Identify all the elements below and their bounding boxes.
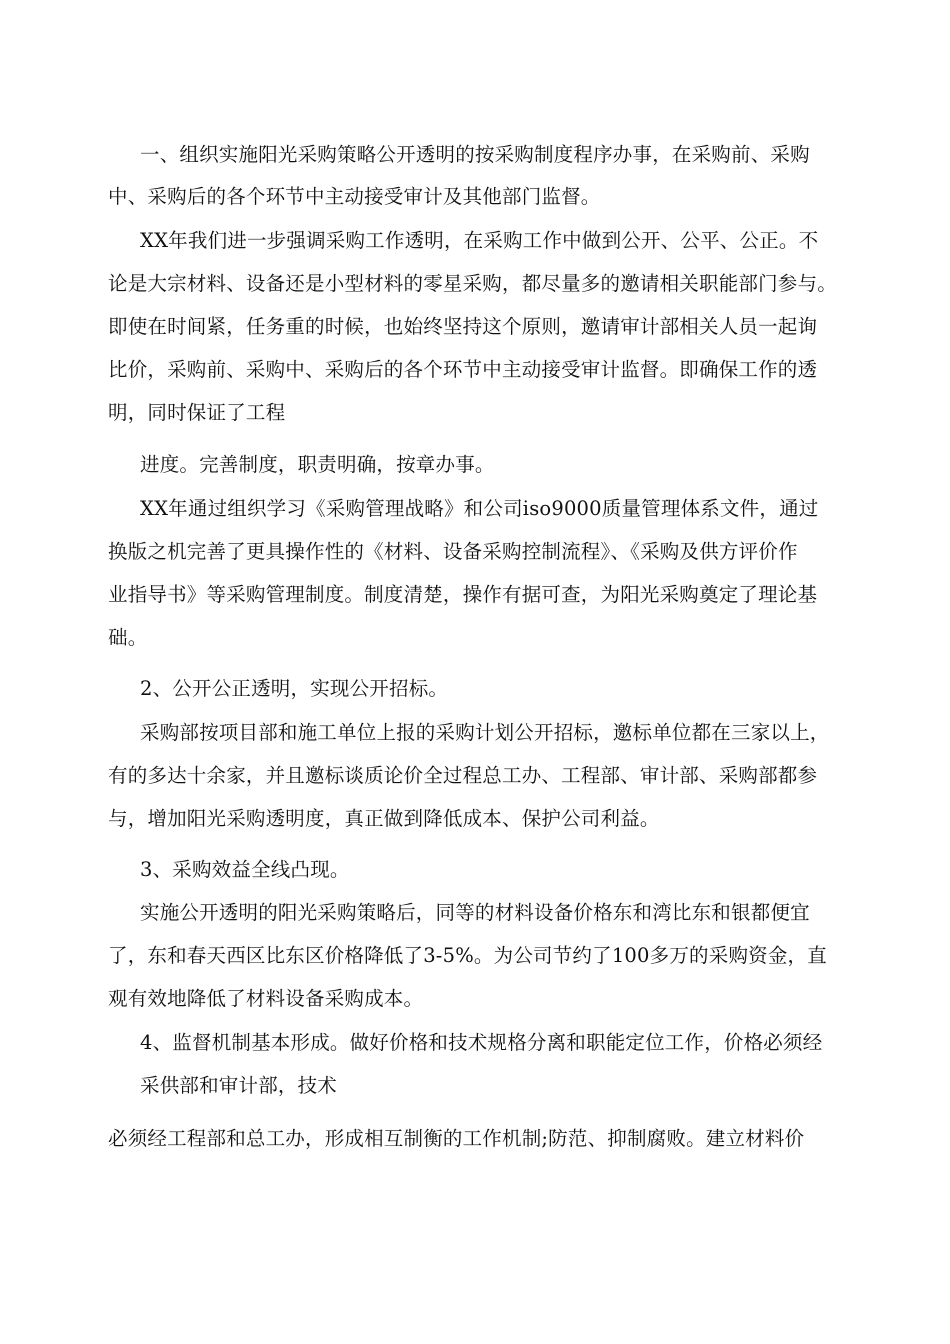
text-line-6: 比价，采购前、采购中、采购后的各个环节中主动接受审计监督。即确保工作的透 — [108, 358, 818, 381]
text-line-23: 必须经工程部和总工办，形成相互制衡的工作机制;防范、抑制腐败。建立材料价 — [108, 1127, 805, 1150]
text-line-1: 一、组织实施阳光采购策略公开透明的按采购制度程序办事，在采购前、采购 — [140, 143, 810, 166]
text-line-14: 采购部按项目部和施工单位上报的采购计划公开招标，邀标单位都在三家以上， — [140, 721, 830, 744]
text-line-21: 4、监督机制基本形成。做好价格和技术规格分离和职能定位工作，价格必须经 — [140, 1031, 823, 1054]
text-line-7: 明，同时保证了工程 — [108, 401, 286, 424]
text-line-2: 中、采购后的各个环节中主动接受审计及其他部门监督。 — [108, 185, 601, 208]
text-line-10: 换版之机完善了更具操作性的《材料、设备采购控制流程》、《采购及供方评价作 — [108, 540, 798, 563]
text-line-9: XX年通过组织学习《采购管理战略》和公司iso9000质量管理体系文件，通过 — [140, 497, 819, 520]
text-line-11: 业指导书》等采购管理制度。制度清楚，操作有据可查，为阳光采购奠定了理论基 — [108, 583, 818, 606]
text-line-20: 观有效地降低了材料设备采购成本。 — [108, 987, 424, 1010]
text-line-12: 础。 — [108, 626, 148, 649]
text-line-3: XX年我们进一步强调采购工作透明，在采购工作中做到公开、公平、公正。不 — [140, 229, 819, 252]
text-line-13: 2、公开公正透明，实现公开招标。 — [140, 677, 449, 700]
text-line-17: 3、采购效益全线凸现。 — [140, 858, 350, 881]
text-line-18: 实施公开透明的阳光采购策略后，同等的材料设备价格东和湾比东和银都便宜 — [140, 901, 810, 924]
text-line-15: 有的多达十余家，并且邀标谈质论价全过程总工办、工程部、审计部、采购部都参 — [108, 764, 818, 787]
text-line-22: 采供部和审计部，技术 — [140, 1074, 338, 1097]
text-line-8: 进度。完善制度，职责明确，按章办事。 — [140, 453, 495, 476]
text-line-19: 了，东和春天西区比东区价格降低了3-5%。为公司节约了100多万的采购资金，直 — [108, 944, 827, 967]
text-line-16: 与，增加阳光采购透明度，真正做到降低成本、保护公司利益。 — [108, 807, 660, 830]
text-line-5: 即使在时间紧，任务重的时候，也始终坚持这个原则，邀请审计部相关人员一起询 — [108, 315, 818, 338]
text-line-4: 论是大宗材料、设备还是小型材料的零星采购，都尽量多的邀请相关职能部门参与。 — [108, 272, 837, 295]
